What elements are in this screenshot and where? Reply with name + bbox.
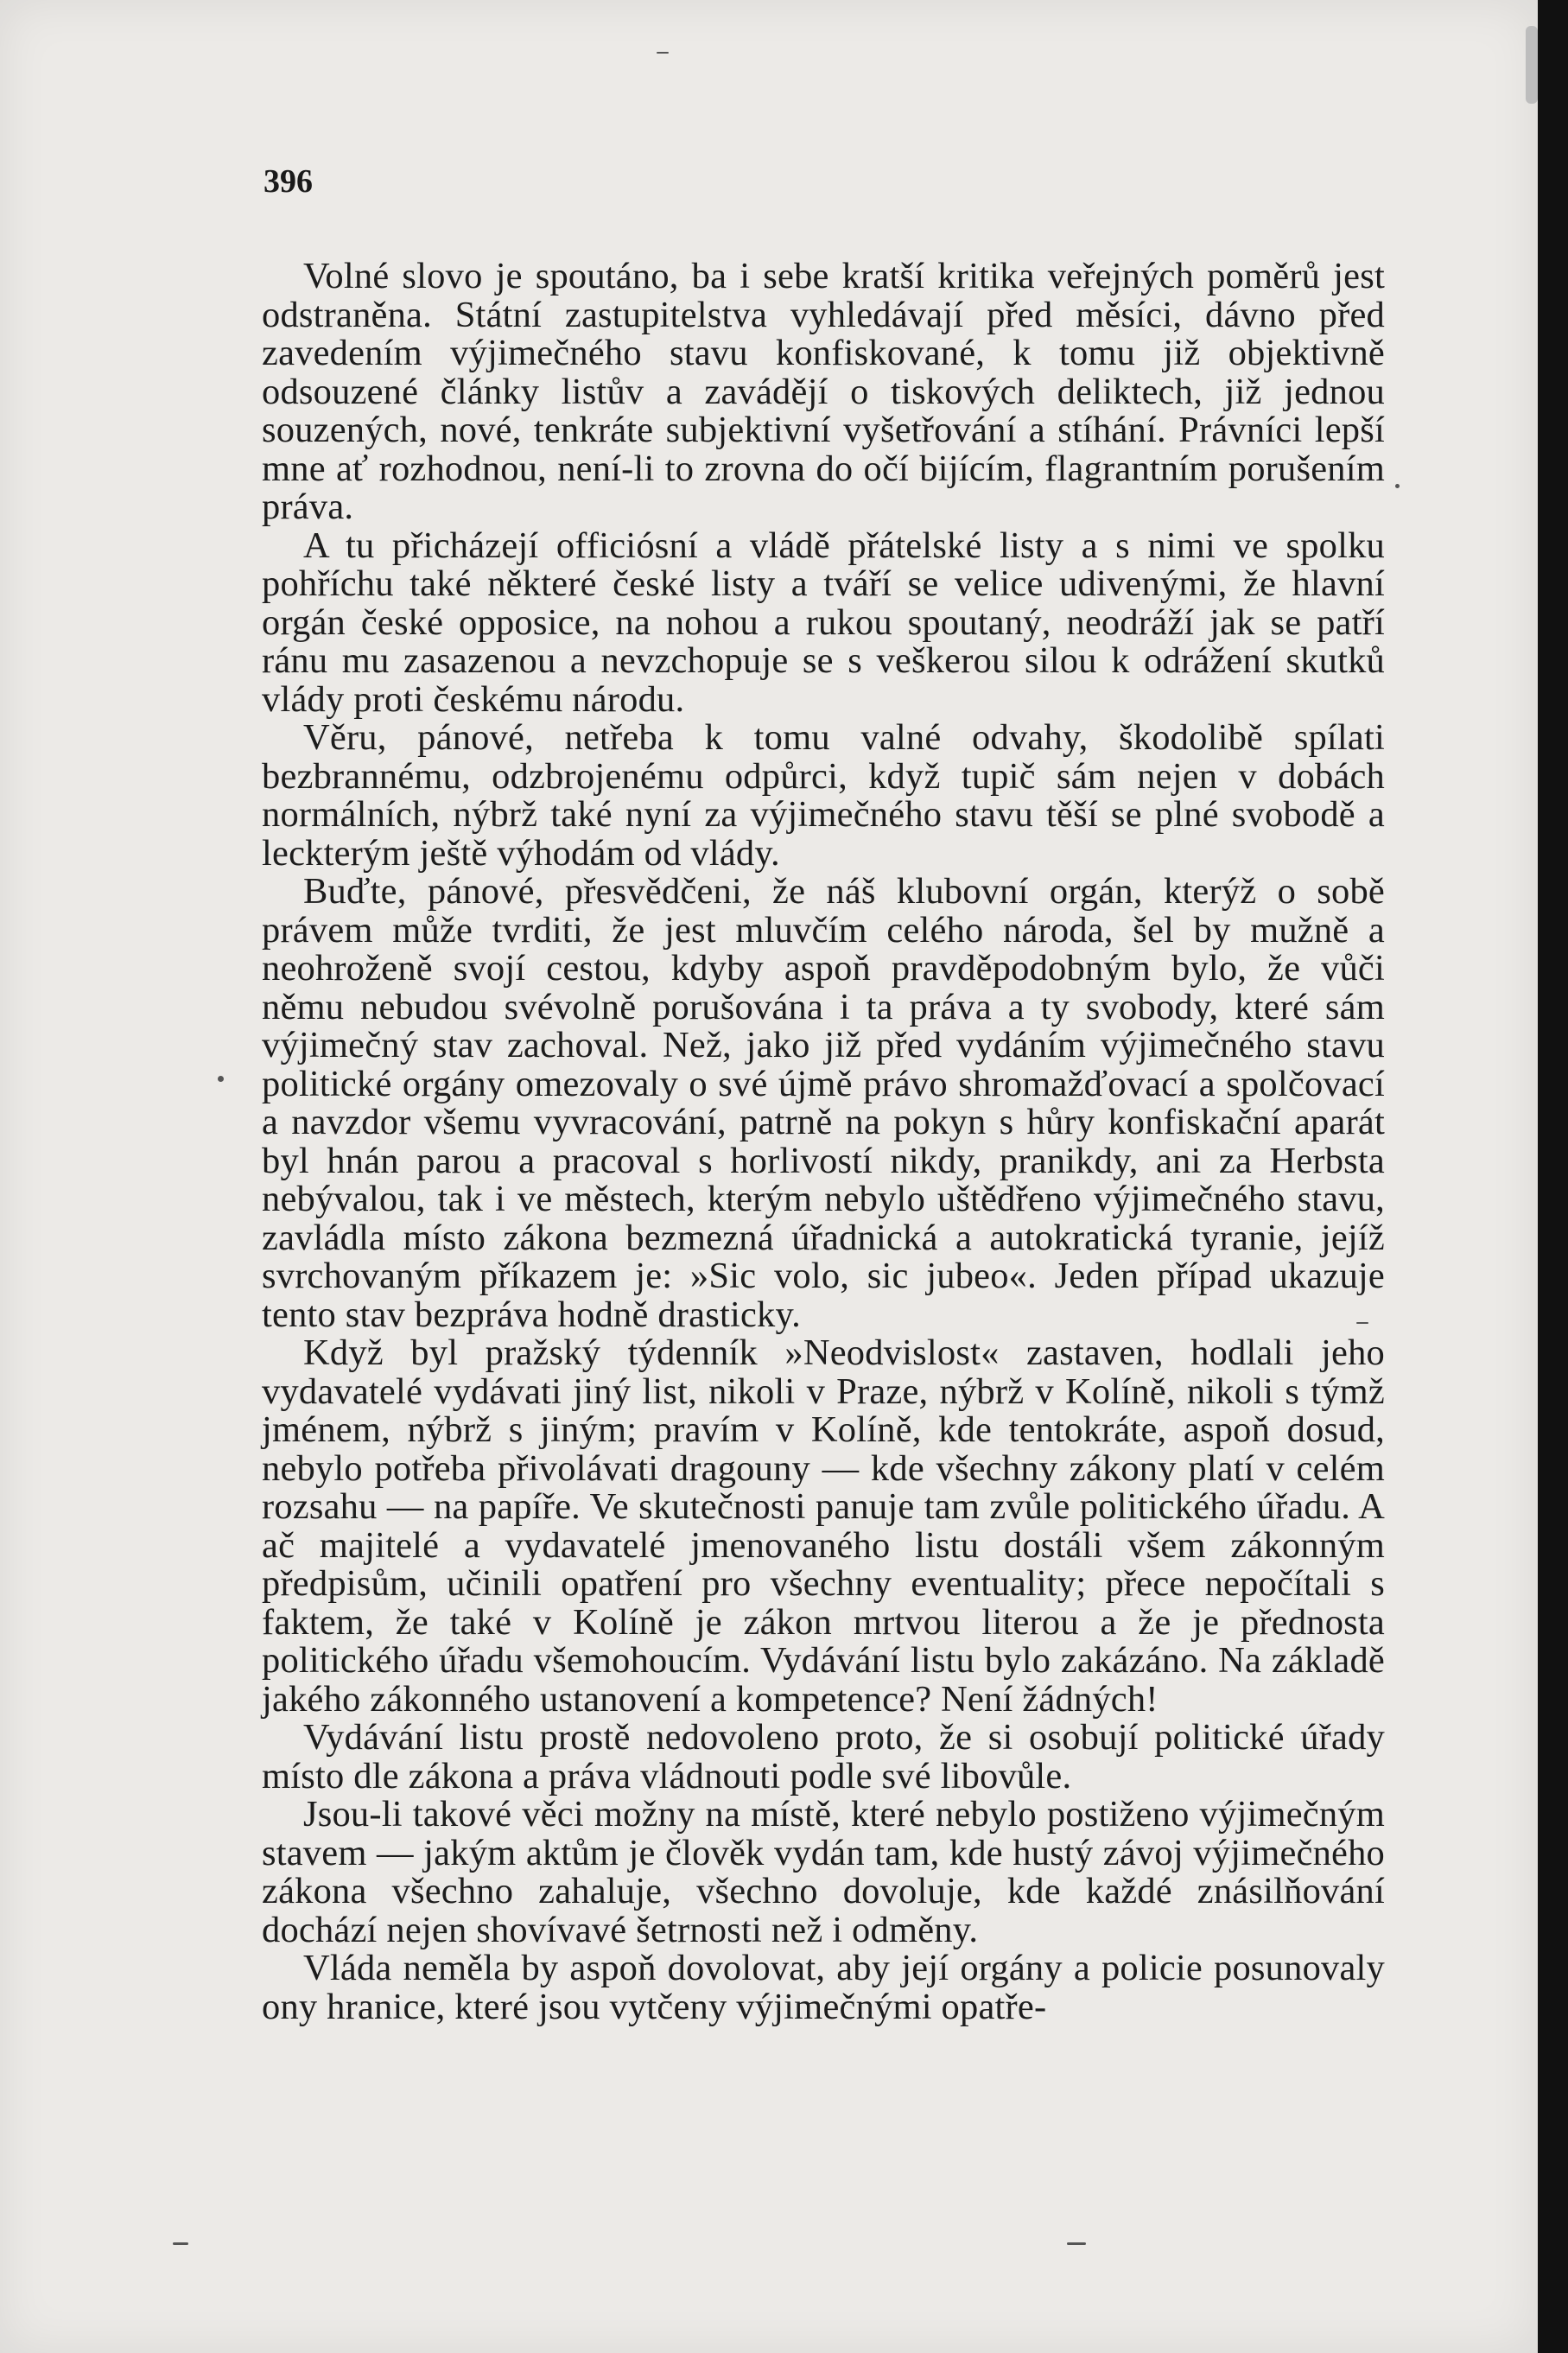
scan-speck bbox=[1356, 1322, 1368, 1324]
scan-speck bbox=[218, 1076, 224, 1082]
paragraph-3: Věru, pánové, netřeba k tomu valné odvahy, škodolibě spílati bezbrannému, odzbrojenému odpůrci, když tupič sám nejen v dobách normálních, nýbrž také nyní za výjimečného stavu těší se plné svobodě a leckterým ještě výhodám od vlády. bbox=[262, 717, 1385, 874]
paragraph-1: Volné slovo je spoutáno, ba i sebe kratší kritika veřejných poměrů jest odstraněna. Státní zastupitelstva vyhledávají před měsíci, dávno před zavedením výjimečného stavu konfiskované, k tomu již objektivně odsouzené články listův a zavádějí o tiskových deliktech, již jednou souzených, nové, tenkráte subjektivní vyšetřování a stíhání. Právníci lepší mne ať rozhodnou, není-li to zrovna do očí bijícím, flagrantním porušením práva. bbox=[262, 256, 1385, 527]
paragraph-8: Vláda neměla by aspoň dovolovat, aby její orgány a policie posunovaly ony hranice, které jsou vytčeny výjimečnými opatře- bbox=[262, 1948, 1385, 2027]
paragraph-4: Buďte, pánové, přesvědčeni, že náš klubovní orgán, kterýž o sobě právem může tvrditi, že jest mluvčím celého národa, šel by mužně a neohroženě svojí cestou, kdyby aspoň pravděpodobným bylo, že vůči němu nebudou svévolně porušována i ta práva a ty svobody, které sám výjimečný stav zachoval. Než, jako již před vydáním výjimečného stavu politické orgány omezovaly o své újmě právo shromažďovací a spolčovací a navzdor všemu vyvracování, patrně na pokyn s hůry konfiskační aparát byl hnán parou a pracoval s horlivostí nikdy, pranikdy, ani za Herbsta nebývalou, tak i ve městech, kterým nebylo uštědřeno výjimečného stavu, zavládla místo zákona bezmezná úřadnická a autokratická tyranie, jejíž svrchovaným příkazem je: »Sic volo, sic jubeo«. Jeden případ ukazuje tento stav bezpráva hodně drasticky. bbox=[262, 871, 1385, 1335]
page-number: 396 bbox=[263, 163, 313, 200]
scan-speck bbox=[173, 2242, 188, 2245]
paragraph-5: Když byl pražský týdenník »Neodvislost« zastaven, hodlali jeho vydavatelé vydávati jiný list, nikoli v Praze, nýbrž v Kolíně, nikoli s týmž jménem, nýbrž s jiným; pravím v Kolíně, kde tentokráte, aspoň dosud, nebylo potřeba přivolávati dragouny — kde všechny zákony platí v celém rozsahu — na papíře. Ve skutečnosti panuje tam zvůle politického úřadu. A ač majitelé a vydavatelé jmenovaného listu dostáli všem zákonným předpisům, učinili opatření pro všechny eventuality; přece nepočítali s faktem, že také v Kolíně je zákon mrtvou literou a že je přednosta politického úřadu všemohoucím. Vydávání listu bylo zakázáno. Na základě jakého zákonného ustanovení a kompetence? Není žádných! bbox=[262, 1332, 1385, 1720]
paragraph-7: Jsou-li takové věci možny na místě, které nebylo postiženo výjimečným stavem — jakým aktům je člověk vydán tam, kde hustý závoj výjimečného zákona všechno zahaluje, všechno dovoluje, kde každé znásilňování dochází nejen shovívavé šetrnosti než i odměny. bbox=[262, 1794, 1385, 1950]
paragraph-6: Vydávání listu prostě nedovoleno proto, že si osobují politické úřady místo dle zákona a práva vládnouti podle své libovůle. bbox=[262, 1717, 1385, 1797]
scan-speck bbox=[657, 52, 669, 54]
paragraph-2: A tu přicházejí officiósní a vládě přátelské listy a s nimi ve spolku pohříchu také některé české listy a tváří se velice udivenými, že hlavní orgán české opposice, na nohou a rukou spoutaný, neodráží jak se patří ránu mu zasazenou a nevzchopuje se s veškerou silou k odrážení skutků vlády proti českému národu. bbox=[262, 525, 1385, 720]
scan-speck bbox=[1395, 484, 1400, 488]
scan-speck bbox=[1067, 2242, 1086, 2245]
body-text bbox=[262, 258, 1385, 2026]
scan-edge bbox=[1538, 0, 1568, 2353]
